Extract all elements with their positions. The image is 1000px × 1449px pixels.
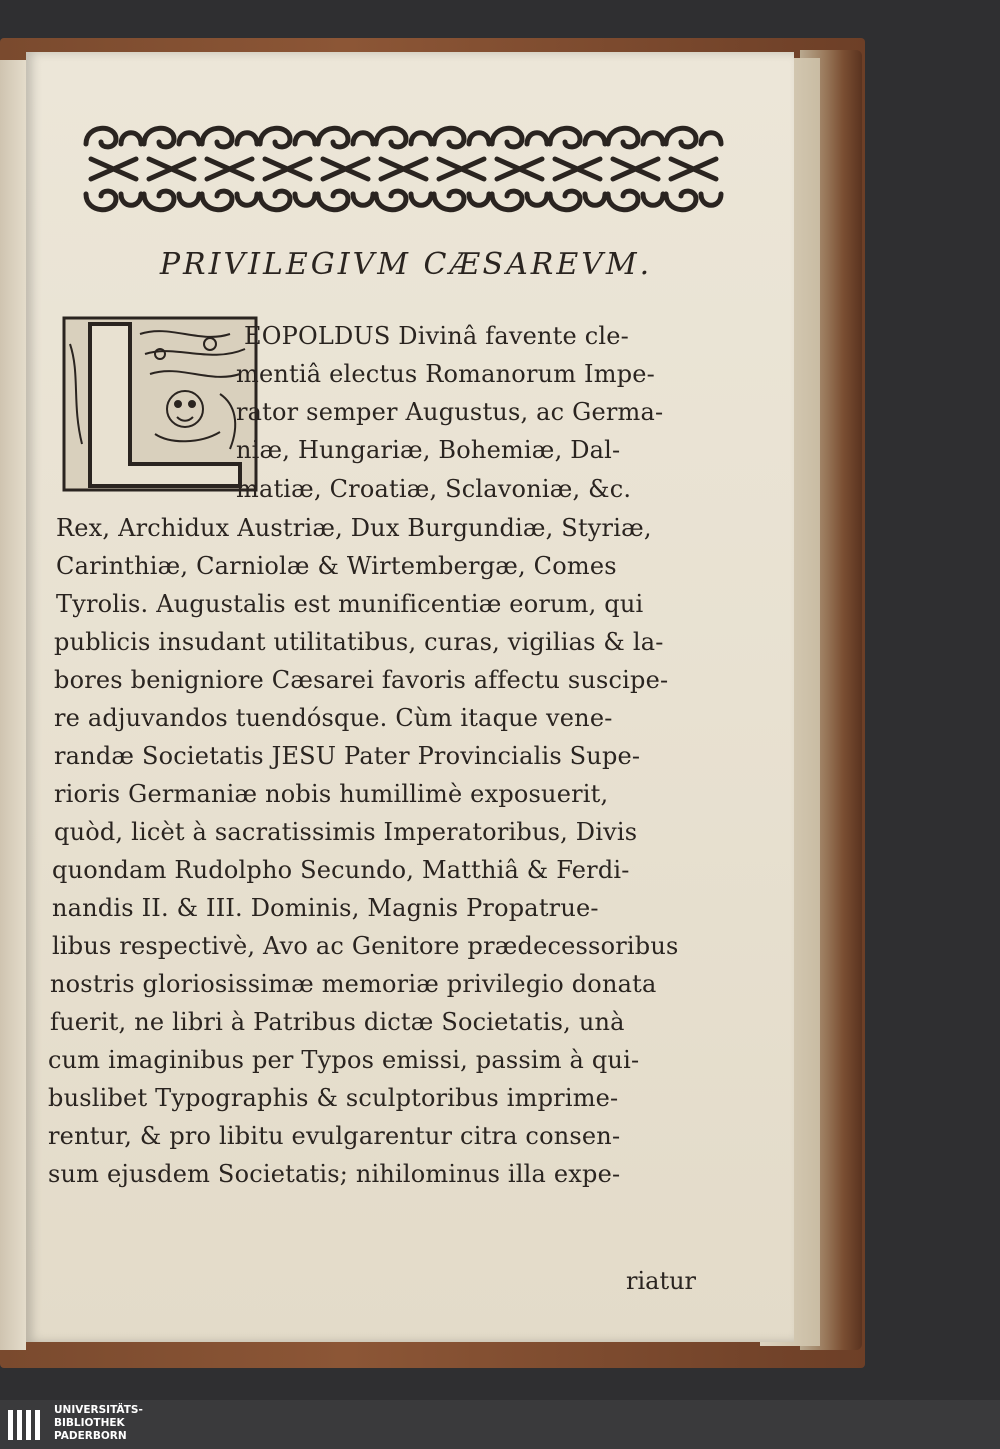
- text-line-2: mentiâ electus Romanorum Impe-: [236, 360, 655, 388]
- library-name-line-3: PADERBORN: [54, 1430, 127, 1442]
- text-line-7: Carinthiæ, Carniolæ & Wirtembergæ, Comes: [56, 552, 617, 580]
- text-line-21: buslibet Typographis & sculptoribus imprime-: [48, 1084, 619, 1112]
- text-line-6: Rex, Archidux Austriæ, Dux Burgundiæ, Styriæ,: [56, 514, 652, 542]
- decorative-headpiece: [76, 114, 736, 224]
- library-name-line-2: BIBLIOTHEK: [54, 1417, 125, 1429]
- library-footer: [0, 1400, 1000, 1449]
- book-page: [26, 52, 794, 1342]
- page-gutter: [0, 60, 26, 1350]
- text-line-17: libus respectivè, Avo ac Genitore prædecessoribus: [52, 932, 679, 960]
- library-name-line-1: UNIVERSITÄTS-: [54, 1404, 143, 1416]
- text-line-5: matiæ, Croatiæ, Sclavoniæ, &c.: [236, 475, 632, 503]
- library-logo-text: [54, 1404, 143, 1443]
- text-line-12: randæ Societatis JESU Pater Provincialis Supe-: [54, 742, 641, 770]
- text-line-22: rentur, & pro libitu evulgarentur citra consen-: [48, 1122, 621, 1150]
- text-line-23: sum ejusdem Societatis; nihilominus illa expe-: [48, 1160, 621, 1188]
- catchword: riatur: [626, 1267, 697, 1295]
- page-title: PRIVILEGIVM CÆSAREVM.: [159, 247, 653, 282]
- text-line-9: publicis insudant utilitatibus, curas, vigilias & la-: [54, 628, 664, 656]
- text-line-3: rator semper Augustus, ac Germa-: [236, 398, 664, 426]
- library-logo-icon: [6, 1406, 46, 1444]
- text-line-19: fuerit, ne libri à Patribus dictæ Societatis, unà: [50, 1008, 625, 1036]
- text-line-13: rioris Germaniæ nobis humillimè exposuerit,: [54, 780, 609, 808]
- text-line-4: niæ, Hungariæ, Bohemiæ, Dal-: [236, 436, 621, 464]
- text-line-16: nandis II. & III. Dominis, Magnis Propatrue-: [52, 894, 599, 922]
- text-line-8: Tyrolis. Augustalis est munificentiæ eorum, qui: [56, 590, 644, 618]
- text-line-20: cum imaginibus per Typos emissi, passim à qui-: [48, 1046, 640, 1074]
- text-line-18: nostris gloriosissimæ memoriæ privilegio donata: [50, 970, 657, 998]
- text-line-14: quòd, licèt à sacratissimis Imperatoribus, Divis: [54, 818, 638, 846]
- text-line-15: quondam Rudolpho Secundo, Matthiâ & Ferdi-: [52, 856, 630, 884]
- text-line-1: EOPOLDUS Divinâ favente cle-: [244, 322, 629, 350]
- decorated-initial-L: [60, 314, 260, 494]
- text-line-10: bores benigniore Cæsarei favoris affectu suscipe-: [54, 666, 669, 694]
- text-line-11: re adjuvandos tuendósque. Cùm itaque vene-: [54, 704, 613, 732]
